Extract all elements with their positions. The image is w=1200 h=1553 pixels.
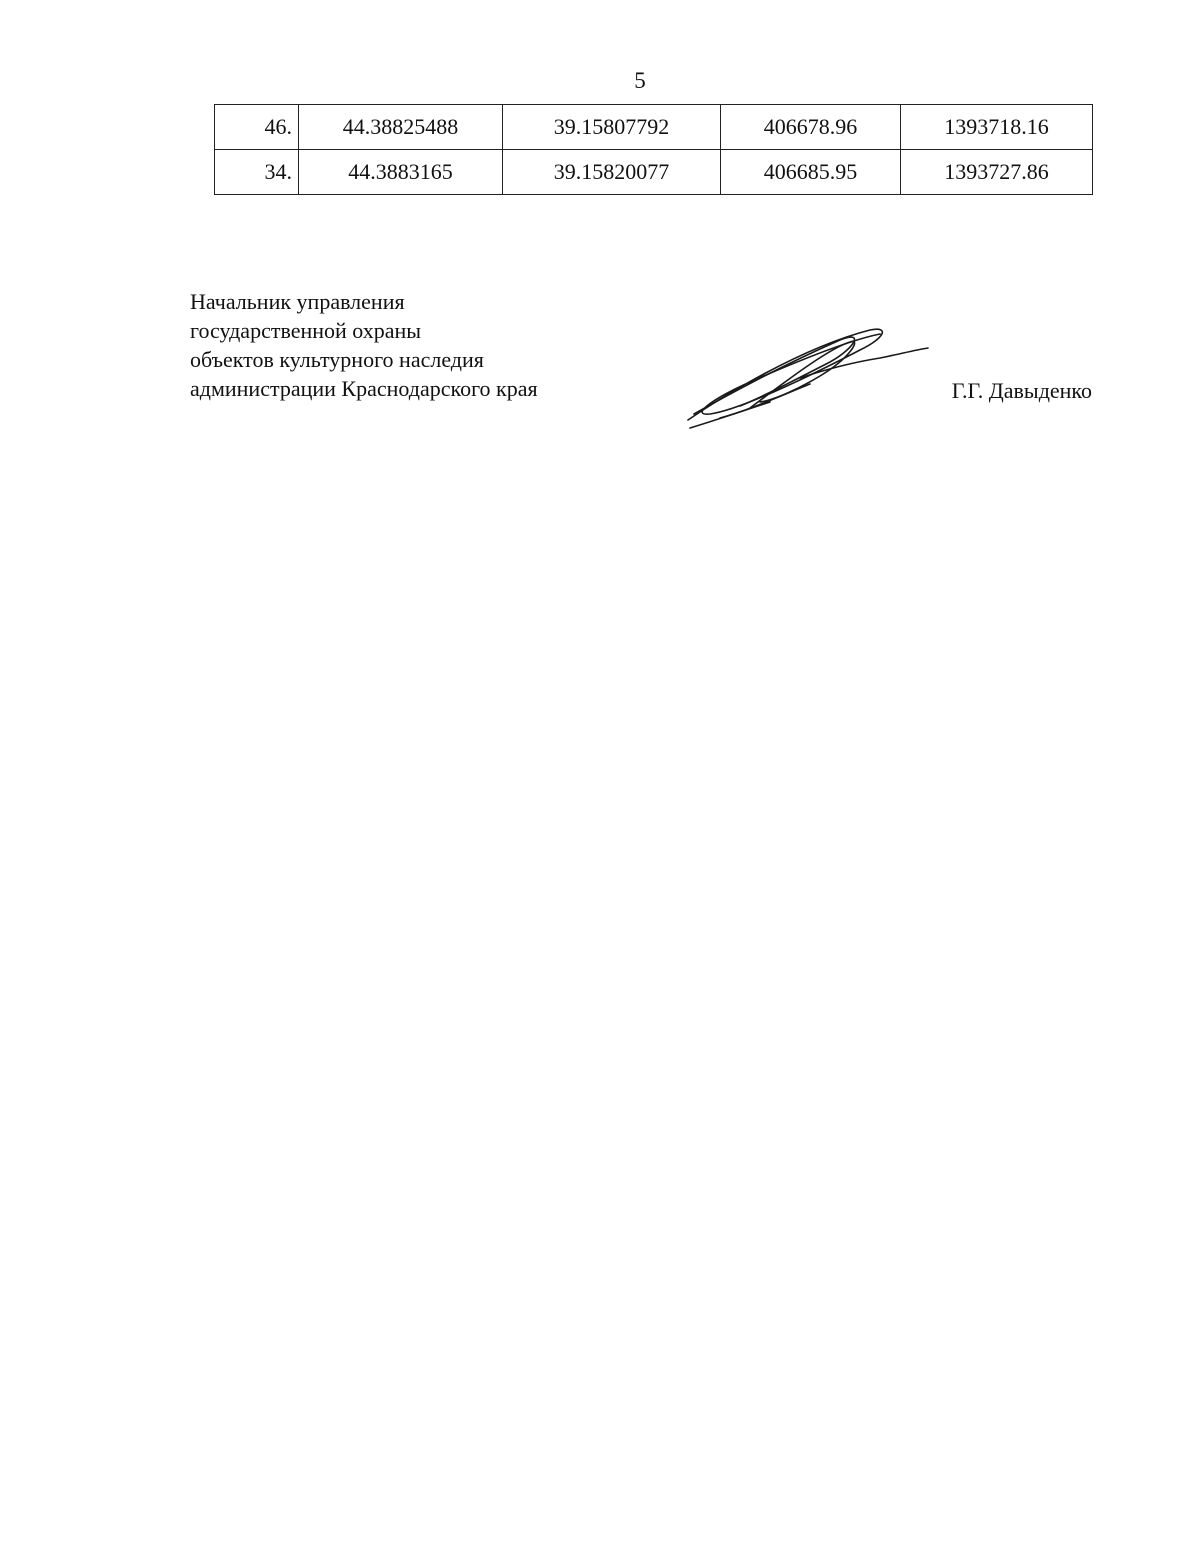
- latitude-cell: 44.38825488: [299, 105, 503, 150]
- latitude-cell: 44.3883165: [299, 150, 503, 195]
- position-line: государственной охраны: [190, 318, 422, 343]
- position-line: администрации Краснодарского края: [190, 376, 538, 401]
- signer-name: Г.Г. Давыденко: [951, 378, 1092, 403]
- signatory-position: [190, 287, 538, 403]
- table-row: [215, 150, 1093, 195]
- y-coordinate-cell: 1393718.16: [901, 105, 1093, 150]
- longitude-cell: 39.15820077: [503, 150, 721, 195]
- y-coordinate-cell: 1393727.86: [901, 150, 1093, 195]
- x-coordinate-cell: 406685.95: [721, 150, 901, 195]
- coordinates-table: [214, 104, 1093, 195]
- longitude-cell: 39.15807792: [503, 105, 721, 150]
- position-line: объектов культурного наследия: [190, 347, 484, 372]
- x-coordinate-cell: 406678.96: [721, 105, 901, 150]
- point-number-cell: 46.: [215, 105, 299, 150]
- point-number-cell: 34.: [215, 150, 299, 195]
- handwritten-signature: [680, 318, 940, 430]
- position-line: Начальник управления: [190, 289, 405, 314]
- table-row: [215, 105, 1093, 150]
- page-number: 5: [634, 68, 646, 93]
